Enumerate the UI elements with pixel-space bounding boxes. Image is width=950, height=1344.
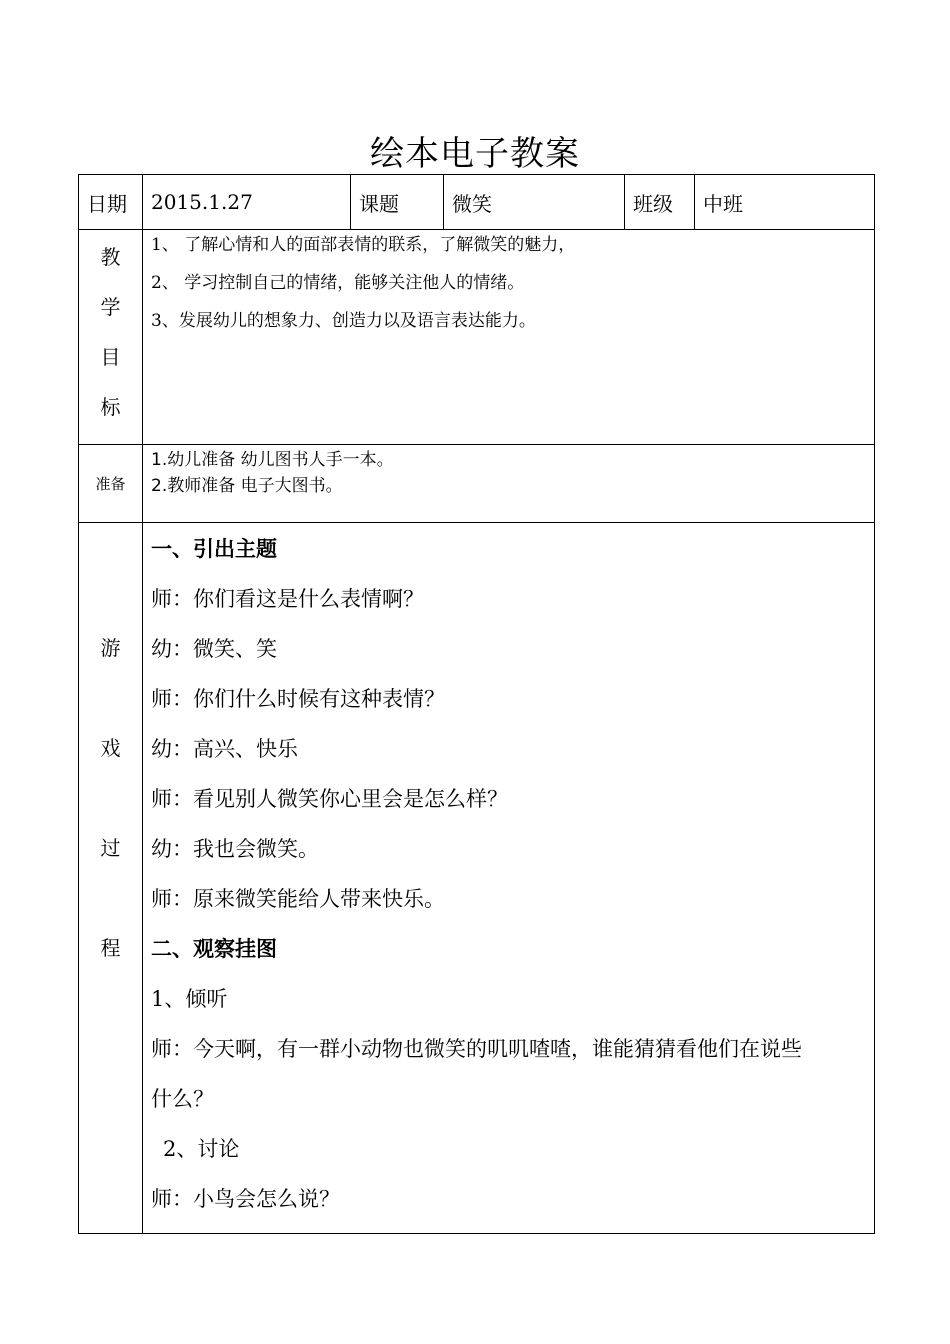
header-row: [79, 175, 875, 230]
process-label-char: 游: [100, 636, 121, 660]
preparation-item: 1.幼儿准备 幼儿图书人手一本。: [151, 450, 394, 470]
goals-label-char: 目: [100, 345, 121, 369]
goals-label-char: 学: [100, 295, 121, 319]
dialogue-line: 幼：高兴、快乐: [151, 737, 298, 761]
process-label-char: 程: [100, 936, 121, 960]
dialogue-line: 师：原来微笑能给人带来快乐。: [151, 887, 445, 911]
step-label: 2、讨论: [163, 1137, 240, 1161]
class-value: 中班: [695, 175, 875, 230]
preparation-content: [143, 445, 875, 523]
preparation-item: 2.教师准备 电子大图书。: [151, 476, 343, 496]
goals-label-char: 教: [100, 245, 121, 269]
page-title: 绘本电子教案: [370, 134, 580, 174]
process-label-char: 过: [100, 836, 121, 860]
class-label: 班级: [625, 175, 695, 230]
goals-label-char: 标: [100, 395, 121, 419]
goal-item: 3、发展幼儿的想象力、创造力以及语言表达能力。: [151, 311, 536, 331]
topic-label: 课题: [351, 175, 444, 230]
goal-item: 2、 学习控制自己的情绪，能够关注他人的情绪。: [151, 273, 525, 293]
section-heading: 一、引出主题: [151, 537, 277, 561]
dialogue-line: 师：看见别人微笑你心里会是怎么样？: [151, 787, 508, 811]
dialogue-line: 师：你们看这是什么表情啊？: [151, 587, 424, 611]
preparation-row: [79, 445, 875, 523]
lesson-plan-table: [78, 174, 875, 1234]
date-label: 日期: [79, 175, 143, 230]
date-value: 2015.1.27: [143, 175, 351, 230]
dialogue-line: 师：你们什么时候有这种表情？: [151, 687, 445, 711]
process-content: [143, 523, 875, 1234]
process-label-char: 戏: [100, 736, 121, 760]
topic-value: 微笑: [444, 175, 625, 230]
goals-content: [143, 230, 875, 445]
goals-row: [79, 230, 875, 445]
goal-item: 1、 了解心情和人的面部表情的联系，了解微笑的魅力，: [151, 235, 576, 255]
process-row: [79, 523, 875, 1234]
dialogue-line: 什么？: [151, 1087, 214, 1111]
dialogue-line: 师：小鸟会怎么说？: [151, 1187, 340, 1211]
goals-label: [79, 230, 143, 445]
dialogue-line: 幼：微笑、笑: [151, 637, 277, 661]
section-heading: 二、观察挂图: [151, 937, 277, 961]
step-label: 1、倾听: [151, 987, 228, 1011]
dialogue-line: 师：今天啊，有一群小动物也微笑的叽叽喳喳，谁能猜猜看他们在说些: [151, 1037, 802, 1061]
dialogue-line: 幼：我也会微笑。: [151, 837, 319, 861]
process-label: [79, 523, 143, 1234]
preparation-label: 准备: [79, 445, 143, 523]
